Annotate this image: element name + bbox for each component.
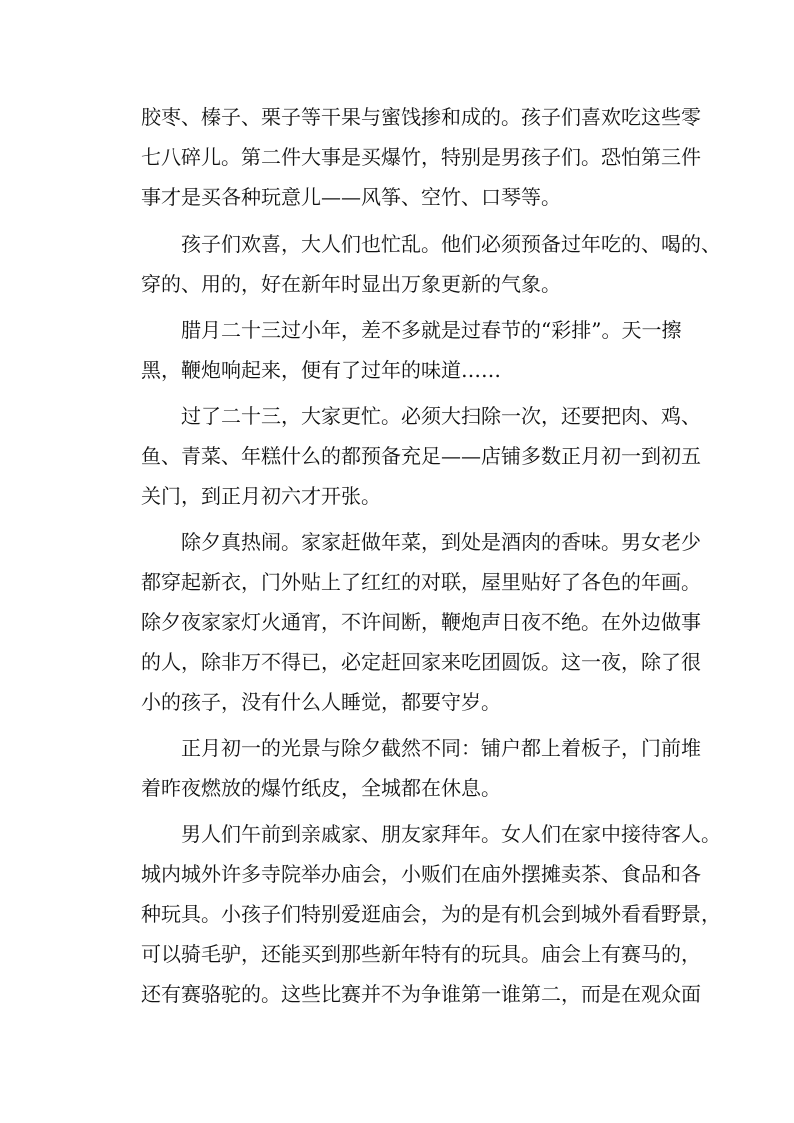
text-line: 正月初一的光景与除夕截然不同：铺户都上着板子，门前堆 [181, 736, 701, 760]
text-line: 都穿起新衣，门外贴上了红红的对联，屋里贴好了各色的年画。 [141, 570, 701, 594]
text-line: 胶枣、榛子、栗子等干果与蜜饯掺和成的。孩子们喜欢吃这些零 [141, 105, 701, 129]
text-line: 的人，除非万不得已，必定赶回家来吃团圆饭。这一夜，除了很 [141, 650, 701, 674]
text-line: 鱼、青菜、年糕什么的都预备充足——店铺多数正月初一到初五 [141, 444, 701, 468]
text-line: 过了二十三，大家更忙。必须大扫除一次，还要把肉、鸡、 [181, 404, 701, 428]
text-line: 种玩具。小孩子们特别爱逛庙会，为的是有机会到城外看看野景， [141, 902, 721, 926]
text-line: 孩子们欢喜，大人们也忙乱。他们必须预备过年吃的、喝的、 [181, 232, 721, 256]
text-line: 除夕夜家家灯火通宵，不许间断，鞭炮声日夜不绝。在外边做事 [141, 610, 701, 634]
text-line: 着昨夜燃放的爆竹纸皮，全城都在休息。 [141, 776, 501, 800]
text-line: 城内城外许多寺院举办庙会，小贩们在庙外摆摊卖茶、食品和各 [141, 862, 701, 886]
text-line: 腊月二十三过小年，差不多就是过春节的“彩排”。天一擦 [181, 318, 682, 342]
text-line: 还有赛骆驼的。这些比赛并不为争谁第一谁第二，而是在观众面 [141, 982, 701, 1006]
text-line: 可以骑毛驴，还能买到那些新年特有的玩具。庙会上有赛马的， [141, 942, 701, 966]
text-line: 男人们午前到亲戚家、朋友家拜年。女人们在家中接待客人。 [181, 822, 721, 846]
text-line: 黑，鞭炮响起来，便有了过年的味道…… [141, 358, 501, 382]
text-line: 事才是买各种玩意儿——风筝、空竹、口琴等。 [141, 185, 561, 209]
text-line: 小的孩子，没有什么人睡觉，都要守岁。 [141, 690, 501, 714]
text-line: 穿的、用的，好在新年时显出万象更新的气象。 [141, 272, 561, 296]
text-line: 除夕真热闹。家家赶做年菜，到处是酒肉的香味。男女老少 [181, 530, 701, 554]
text-line: 七八碎儿。第二件大事是买爆竹，特别是男孩子们。恐怕第三件 [141, 145, 701, 169]
text-line: 关门，到正月初六才开张。 [141, 484, 381, 508]
